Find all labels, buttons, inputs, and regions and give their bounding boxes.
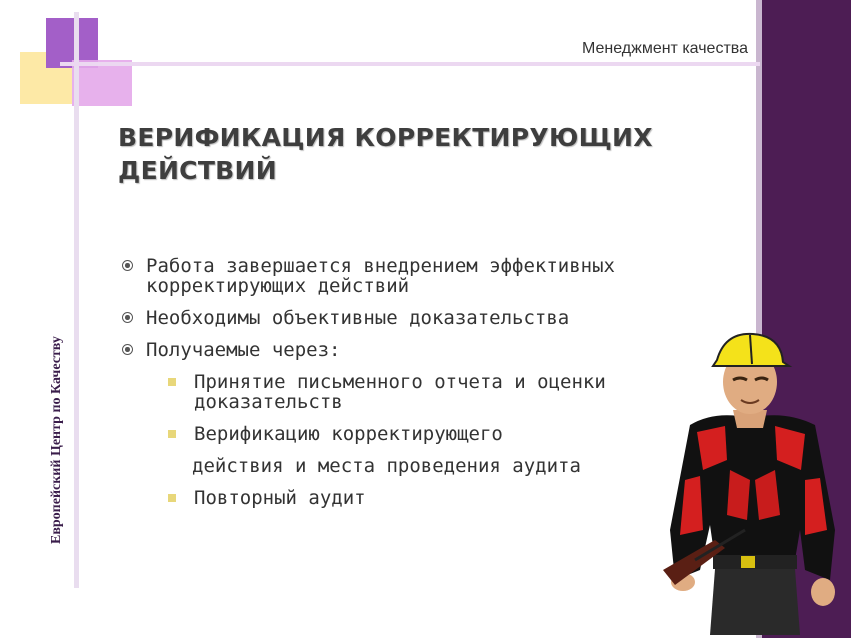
bullet-text: Работа завершается внедрением эффективных xyxy=(146,255,615,277)
slide-title-line2: ДЕЙСТВИЙ xyxy=(118,156,277,185)
decor-horizontal-line xyxy=(60,62,760,66)
bullet-item xyxy=(120,334,720,366)
circle-bullet-icon xyxy=(122,312,133,323)
worker-clipart xyxy=(655,330,845,635)
bullet-item xyxy=(120,302,720,334)
slide-title-line1: ВЕРИФИКАЦИЯ КОРРЕКТИРУЮЩИХ xyxy=(118,123,653,152)
square-bullet-icon xyxy=(168,378,176,386)
bullet-text: Необходимы объективные доказательства xyxy=(146,307,570,329)
side-organization-label: Европейский Центр по Качеству xyxy=(49,336,64,544)
decor-vertical-line xyxy=(74,12,79,588)
slide-title xyxy=(118,121,678,187)
sub-bullet-item xyxy=(120,418,720,450)
sub-bullet-continuation: действия и места проведения аудита xyxy=(192,455,581,477)
sub-bullet-text: Принятие письменного отчета и оценки xyxy=(194,371,606,393)
bullet-continuation: корректирующих действий xyxy=(146,275,410,297)
square-bullet-icon xyxy=(168,430,176,438)
decor-pink-square xyxy=(72,60,132,106)
bullet-list xyxy=(120,250,720,514)
sub-bullet-text: Верификацию корректирующего xyxy=(194,423,503,445)
bullet-text: Получаемые через: xyxy=(146,339,341,361)
sub-bullet-item xyxy=(120,482,720,514)
header-title: Менеджмент качества xyxy=(581,40,748,57)
square-bullet-icon xyxy=(168,494,176,502)
circle-bullet-icon xyxy=(122,344,133,355)
sub-bullet-continuation: доказательств xyxy=(194,391,343,413)
circle-bullet-icon xyxy=(122,260,133,271)
sub-bullet-text: Повторный аудит xyxy=(194,487,366,509)
